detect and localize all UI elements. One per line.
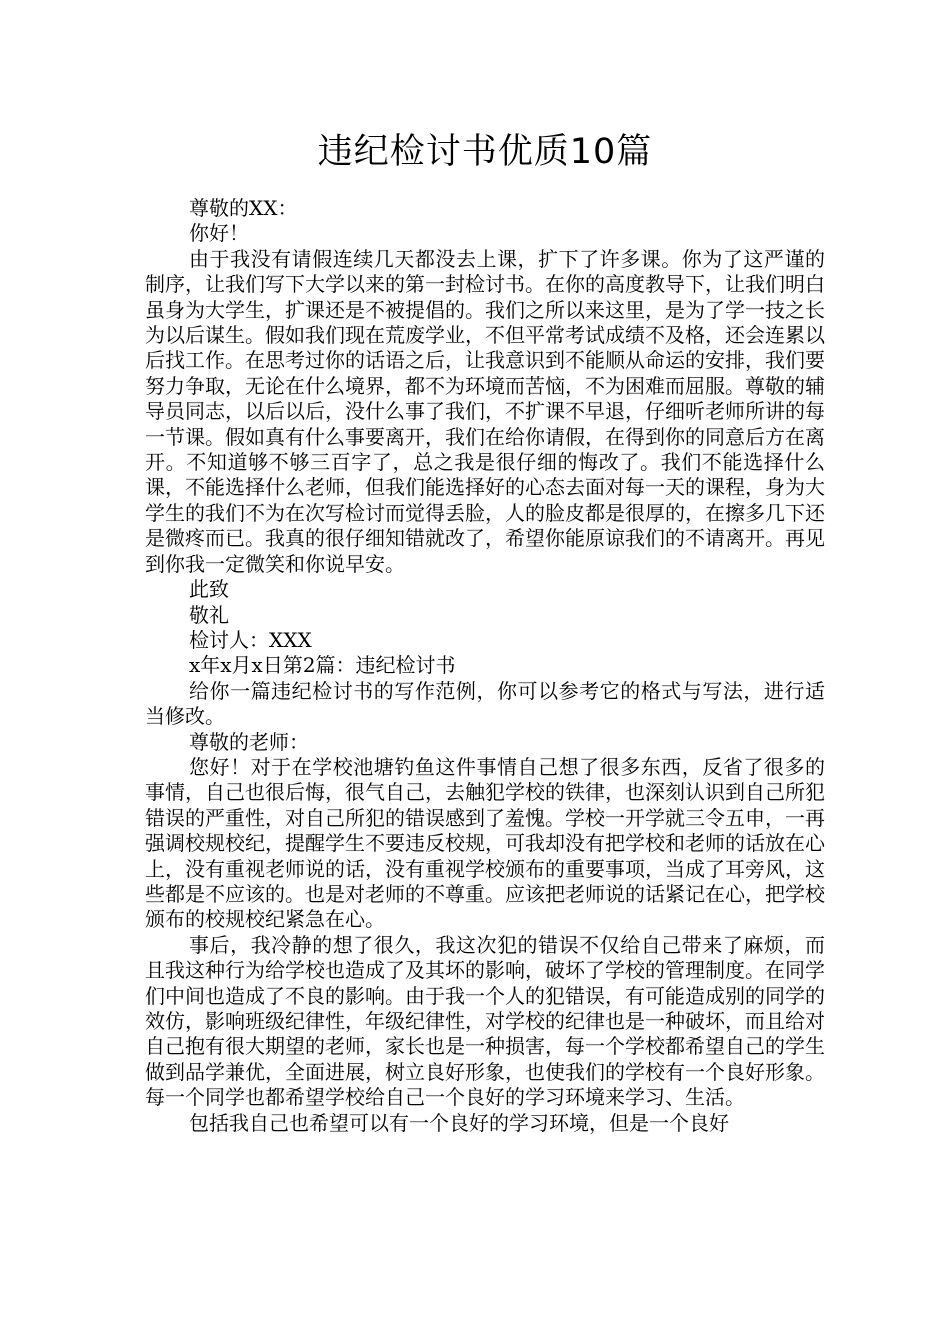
paragraph-intro-2: 给你一篇违纪检讨书的写作范例，你可以参考它的格式与写法，进行适当修改。 [145,678,825,729]
greeting-1: 你好！ [189,221,249,246]
document-body [145,196,825,1136]
closing-cizhi: 此致 [189,577,229,602]
document-page [145,0,825,1136]
paragraph-2: 您好！对于在学校池塘钓鱼这件事情自己想了很多东西，反省了很多的事情，自己也很后悔，很气自己，去触犯学校的铁律，也深刻认识到自己所犯错误的严重性，对自己所犯的错误感到了羞愧。学校一开学就三令五申，一再强调校规校纪，提醒学生不要违反校规，可我却没有把学校和老师的话放在心上，没有重视老师说的话，没有重视学校颁布的重要事项，当成了耳旁风，这些都是不应该的。也是对老师的不尊重。应该把老师说的话紧记在心，把学校颁布的校规校纪紧急在心。 [145,754,825,932]
signature-line: 检讨人：XXX [189,627,312,652]
paragraph-1: 由于我没有请假连续几天都没去上课，扩下了许多课。你为了这严谨的制序，让我们写下大学以来的第一封检讨书。在你的高度教导下，让我们明白虽身为大学生，扩课还是不被提倡的。我们之所以来这里，是为了学一技之长为以后谋生。假如我们现在荒废学业，不但平常考试成绩不及格，还会连累以后找工作。在思考过你的话语之后，让我意识到不能顺从命运的安排，我们要努力争取，无论在什么境界，都不为环境而苦恼，不为困难而屈服。尊敬的辅导员同志，以后以后，没什么事了我们，不扩课不早退，仔细听老师所讲的每一节课。假如真有什么事要离开，我们在给你请假，在得到你的同意后方在离开。不知道够不够三百字了，总之我是很仔细的悔改了。我们不能选择什么课，不能选择什么老师，但我们能选择好的心态去面对每一天的课程，身为大学生的我们不为在次写检讨而觉得丢脸，人的脸皮都是很厚的，在擦多几下还是微疼而已。我真的很仔细知错就改了，希望你能原谅我们的不请离开。再见到你我一定微笑和你说早安。 [145,246,825,576]
date-and-section-heading: x年x月x日第2篇：违纪检讨书 [189,653,456,678]
salutation-1: 尊敬的XX： [189,196,298,220]
salutation-2: 尊敬的老师： [189,729,309,754]
paragraph-4: 包括我自己也希望可以有一个良好的学习环境，但是一个良好 [189,1110,729,1135]
document-title: 违纪检讨书优质10篇 [317,132,653,172]
paragraph-3: 事后，我冷静的想了很久，我这次犯的错误不仅给自己带来了麻烦，而且我这种行为给学校也造成了及其坏的影响，破坏了学校的管理制度。在同学们中间也造成了不良的影响。由于我一个人的犯错误，有可能造成别的同学的效仿，影响班级纪律性，年级纪律性，对学校的纪律也是一种破坏，而且给对自己抱有很大期望的老师，家长也是一种损害，每一个学校都希望自己的学生做到品学兼优，全面进展，树立良好形象，也使我们的学校有一个良好形象。每一个同学也都希望学校给自己一个良好的学习环境来学习、生活。 [145,932,825,1110]
closing-jingli: 敬礼 [189,602,229,627]
